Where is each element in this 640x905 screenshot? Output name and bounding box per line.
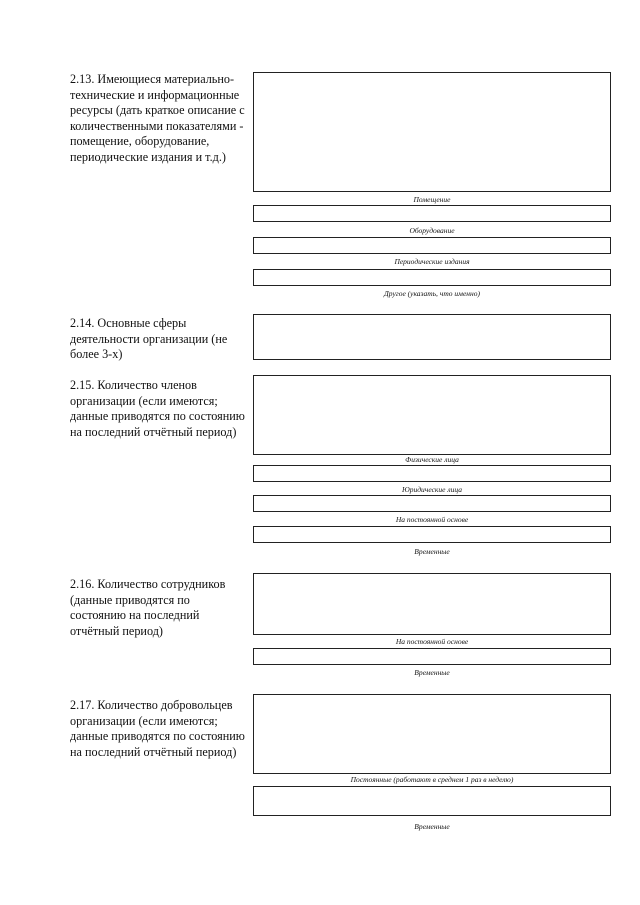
members-temporary-caption: Временные [414, 547, 450, 556]
section-2-17-label: 2.17. Количество добровольцев организации (если имеются; данные приводятся по состоянию на последний отчётный период) [70, 698, 245, 759]
premises-caption: Помещение [413, 195, 451, 204]
equipment-field[interactable] [253, 205, 611, 222]
other-resources-field[interactable] [253, 269, 611, 286]
staff-permanent-caption: На постоянной основе [395, 637, 469, 646]
periodicals-field[interactable] [253, 237, 611, 254]
members-temporary-field[interactable] [253, 526, 611, 543]
equipment-caption: Оборудование [409, 226, 455, 235]
activity-areas-field[interactable] [253, 314, 611, 360]
members-individuals-field[interactable] [253, 375, 611, 455]
volunteers-permanent-caption: Постоянные (работают в среднем 1 раз в неделю) [350, 775, 514, 784]
section-2-15-label: 2.15. Количество членов организации (если имеются; данные приводятся по состоянию на последний отчётный период) [70, 378, 245, 439]
volunteers-permanent-field[interactable] [253, 694, 611, 774]
legal-entities-caption: Юридические лица [402, 485, 462, 494]
staff-temporary-field[interactable] [253, 648, 611, 665]
volunteers-temporary-caption: Временные [414, 822, 450, 831]
members-legal-entities-field[interactable] [253, 465, 611, 482]
volunteers-temporary-field[interactable] [253, 786, 611, 816]
section-2-14-label: 2.14. Основные сферы деятельности организации (не более 3-х) [70, 316, 228, 362]
periodicals-caption: Периодические издания [394, 257, 470, 266]
members-permanent-caption: На постоянной основе [395, 515, 469, 524]
other-resources-caption: Другое (указать, что именно) [384, 289, 480, 298]
staff-permanent-field[interactable] [253, 573, 611, 635]
members-permanent-field[interactable] [253, 495, 611, 512]
staff-temporary-caption: Временные [414, 668, 450, 677]
individuals-caption: Физические лица [405, 455, 459, 464]
section-2-16-label: 2.16. Количество сотрудников (данные приводятся по состоянию на последний отчётный период) [70, 577, 226, 638]
resources-description-field[interactable] [253, 72, 611, 192]
section-2-13-label: 2.13. Имеющиеся материально-технические и информационные ресурсы (дать краткое описание с количественными показателями - помещение, оборудование, периодические издания и т.д.) [70, 72, 245, 164]
